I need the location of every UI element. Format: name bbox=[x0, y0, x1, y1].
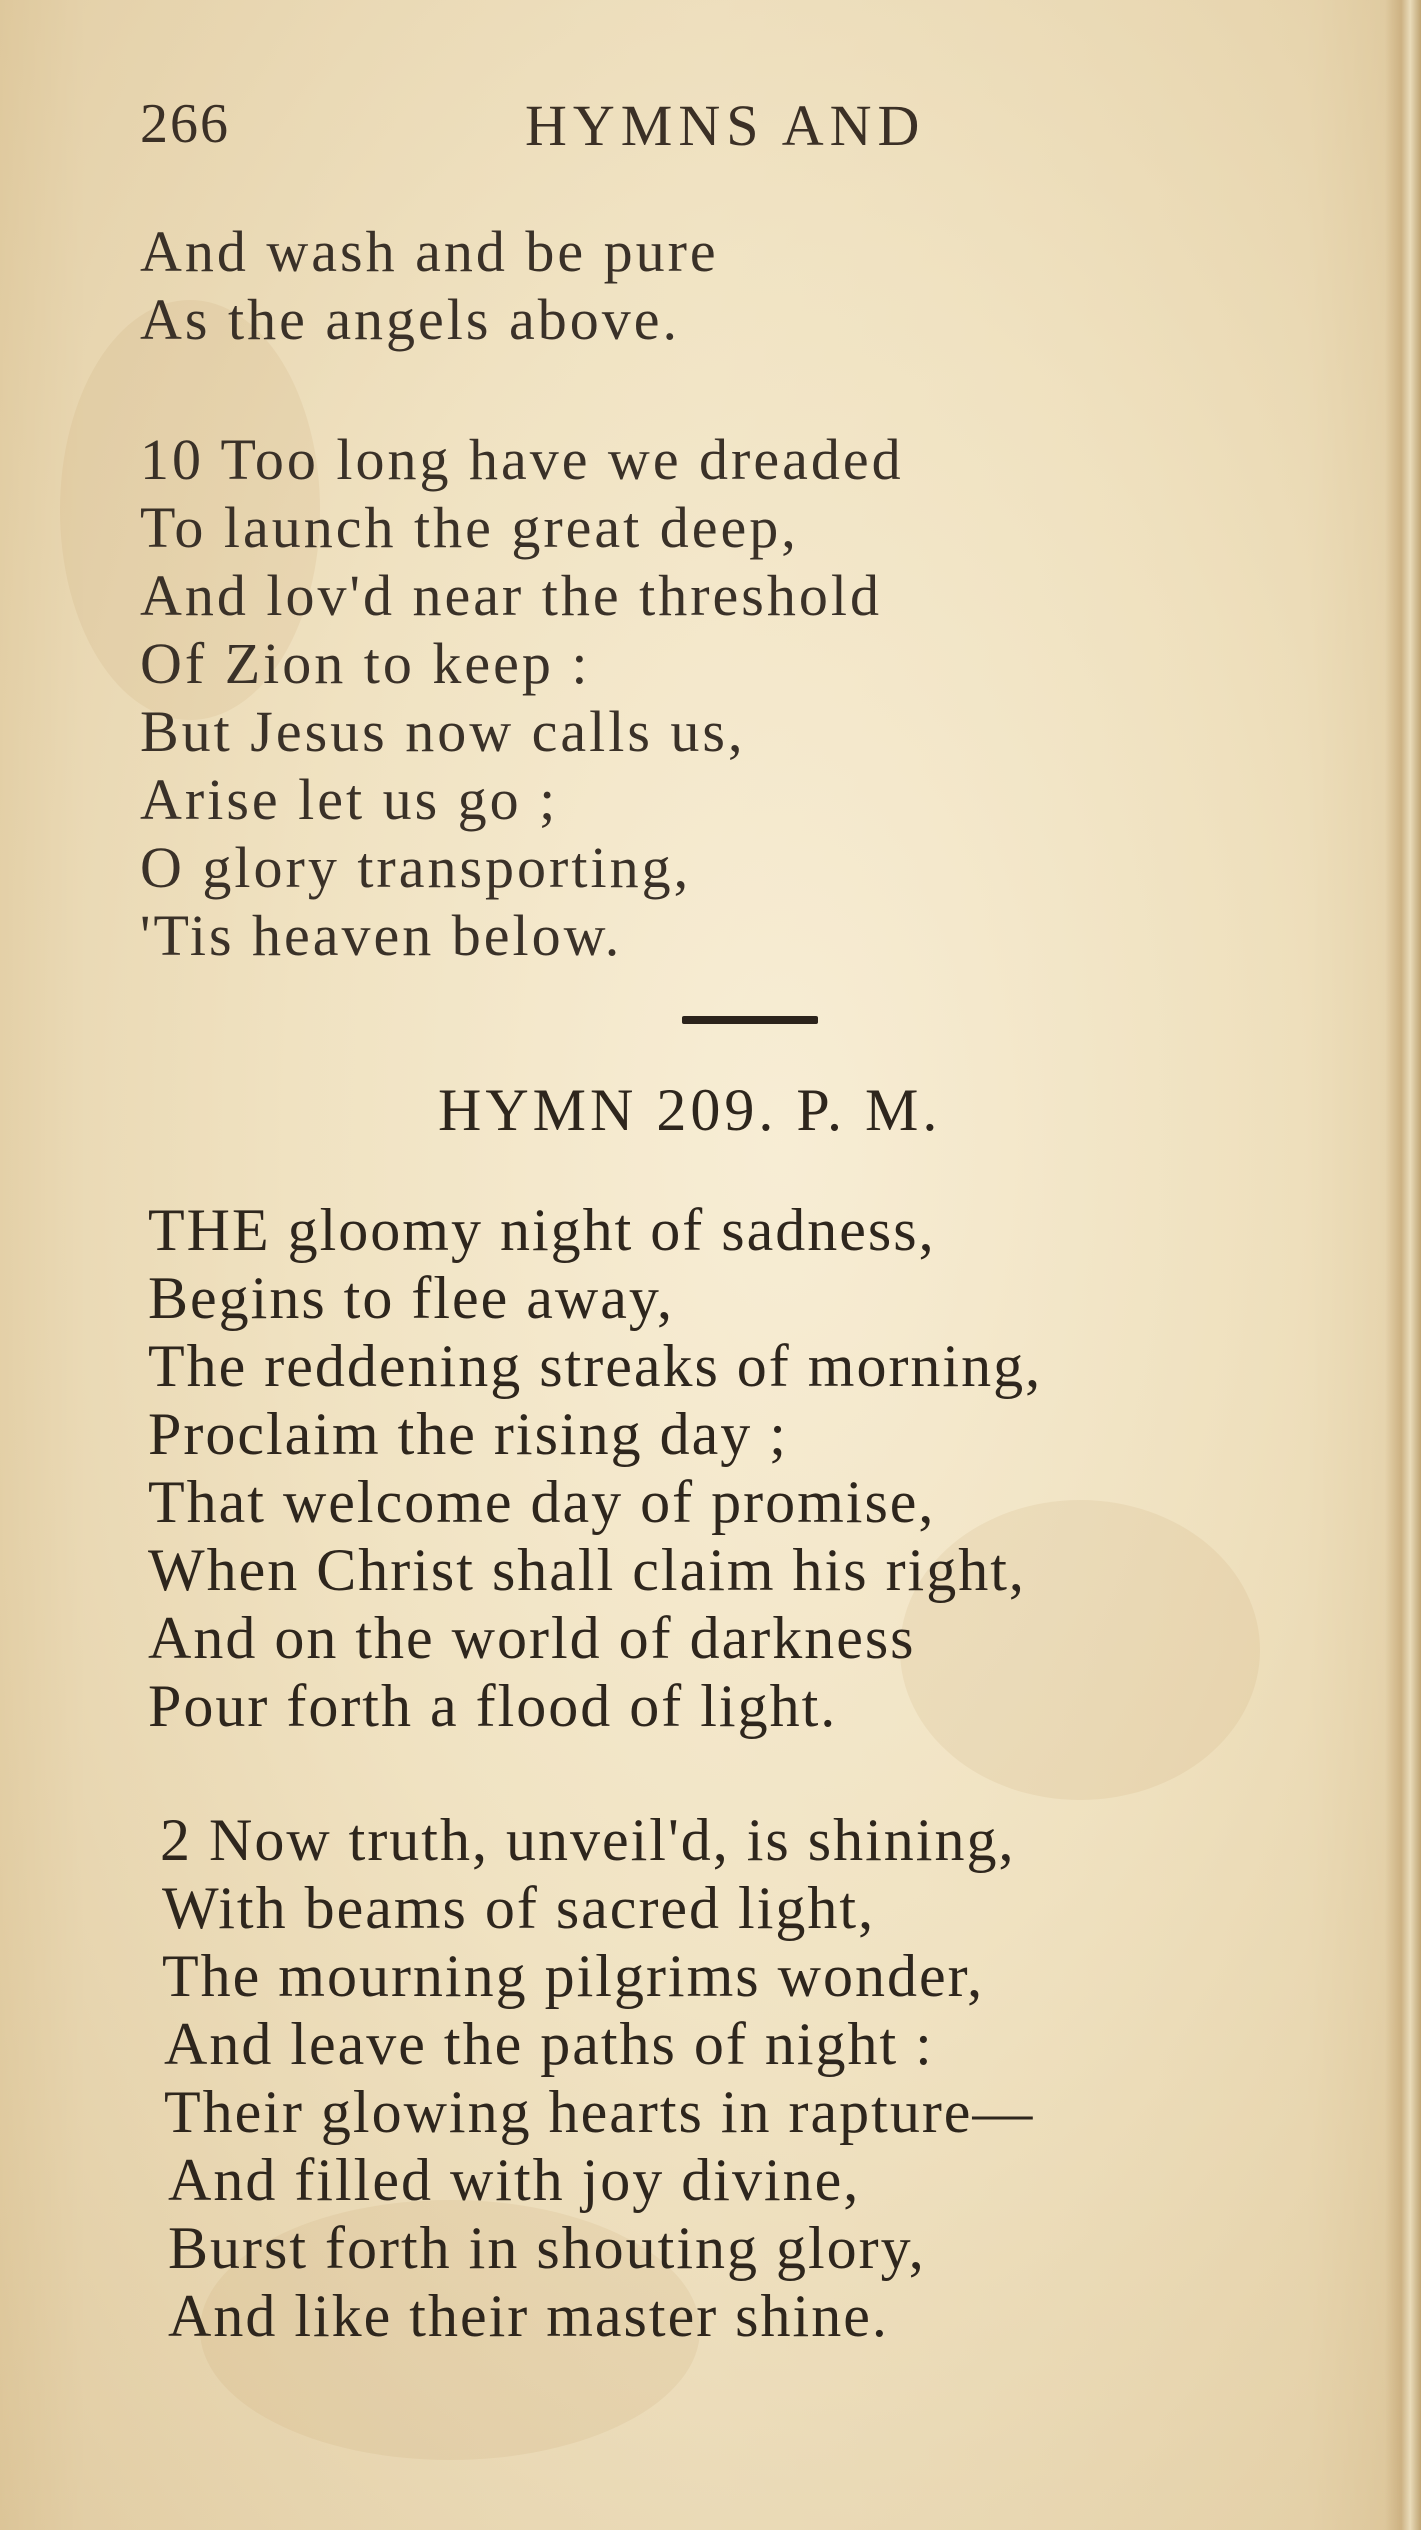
page-spine-edge bbox=[1385, 0, 1421, 2530]
page-number: 266 bbox=[140, 93, 230, 155]
verse-line: THE gloomy night of sadness, bbox=[148, 1197, 936, 1263]
verse-line: That welcome day of promise, bbox=[148, 1469, 936, 1535]
verse-line: 'Tis heaven below. bbox=[140, 903, 623, 968]
verse-line: But Jesus now calls us, bbox=[140, 699, 746, 764]
running-head: HYMNS AND bbox=[525, 93, 926, 158]
verse-line: Begins to flee away, bbox=[148, 1265, 674, 1331]
verse-line: Of Zion to keep : bbox=[140, 631, 591, 696]
verse-line: With beams of sacred light, bbox=[162, 1875, 876, 1941]
verse-line: And like their master shine. bbox=[168, 2283, 889, 2349]
verse-line: O glory transporting, bbox=[140, 835, 692, 900]
verse-line: When Christ shall claim his right, bbox=[148, 1537, 1026, 1603]
verse-line: And leave the paths of night : bbox=[164, 2011, 934, 2077]
section-divider bbox=[682, 1016, 818, 1024]
verse-line: The mourning pilgrims wonder, bbox=[162, 1943, 985, 2009]
verse-line: And on the world of darkness bbox=[148, 1605, 916, 1671]
verse-line: Pour forth a flood of light. bbox=[148, 1673, 838, 1739]
verse-line: Proclaim the rising day ; bbox=[148, 1401, 788, 1467]
verse-line: To launch the great deep, bbox=[140, 495, 799, 560]
verse-line: 2 Now truth, unveil'd, is shining, bbox=[160, 1807, 1016, 1873]
verse-line: Their glowing hearts in rapture— bbox=[164, 2079, 1035, 2145]
hymn-title: HYMN 209. P. M. bbox=[438, 1077, 942, 1143]
verse-line: And lov'd near the threshold bbox=[140, 563, 882, 628]
verse-line: The reddening streaks of morning, bbox=[148, 1333, 1043, 1399]
verse-line: Arise let us go ; bbox=[140, 767, 559, 832]
verse-line: As the angels above. bbox=[140, 287, 680, 352]
verse-line: And wash and be pure bbox=[140, 219, 719, 284]
page-header bbox=[140, 92, 1000, 162]
verse-line: Burst forth in shouting glory, bbox=[168, 2215, 926, 2281]
verse-line: And filled with joy divine, bbox=[168, 2147, 861, 2213]
verse-line: 10 Too long have we dreaded bbox=[140, 427, 904, 492]
